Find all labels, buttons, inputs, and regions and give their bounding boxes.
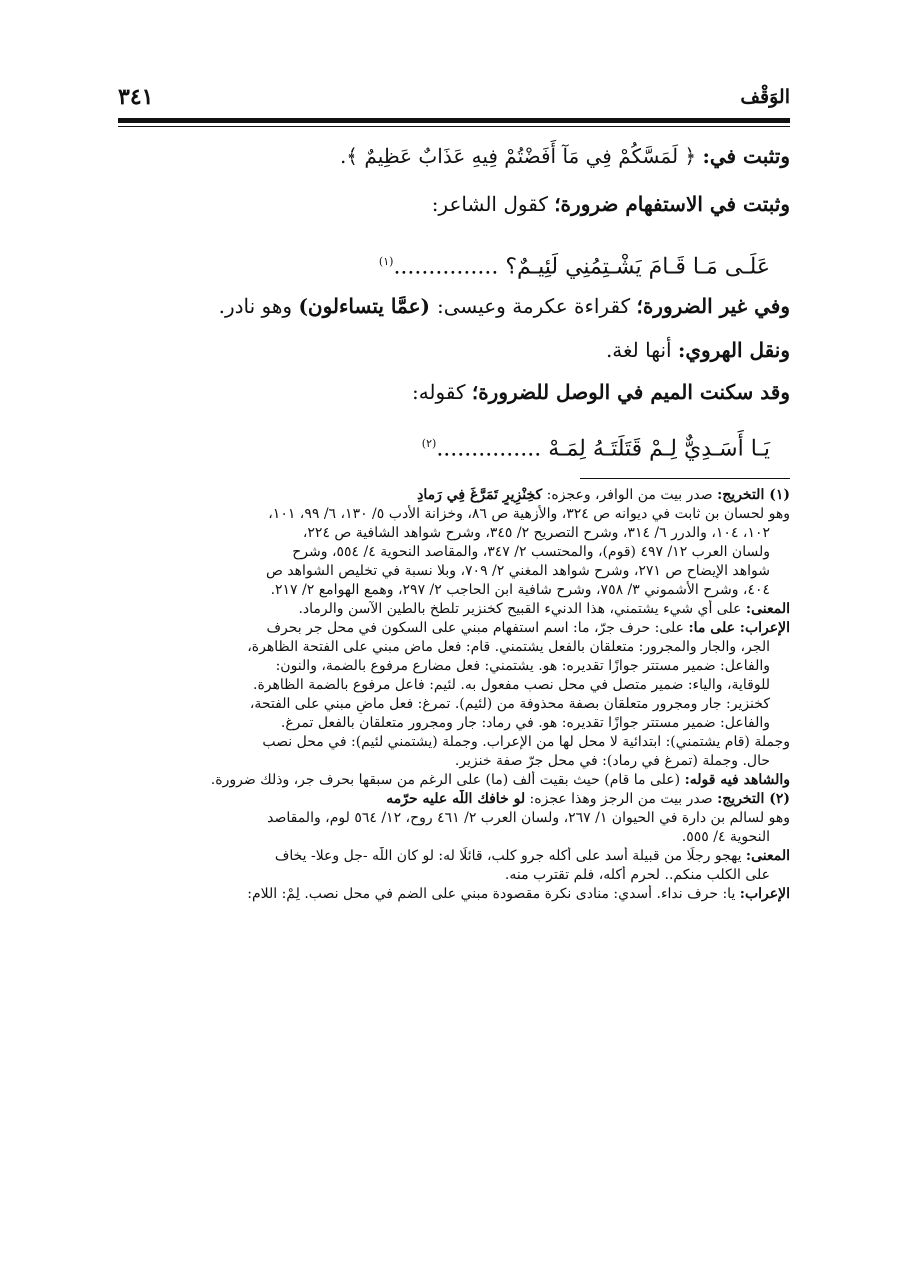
line5-rest: كقوله: (411, 380, 472, 404)
line4-lead: ونقل الهروي: (677, 338, 790, 362)
text-line-1 (340, 144, 790, 168)
footnote-line (118, 809, 790, 828)
verse1-text: عَلَـى مَـا قَـامَ يَشْـتِمُنِي لَئِيـمٌ؟ (505, 254, 770, 280)
footnote-line (118, 866, 790, 885)
footnote-line (118, 600, 790, 619)
line1-lead: وتثبت في: (702, 144, 790, 168)
footnote-mark-1: (١) (378, 255, 394, 268)
footnote-line (118, 562, 790, 581)
footnote-lead: والشاهد فيه قوله: (684, 772, 790, 788)
footnote-text: ١٠٢، ١٠٤، والدرر ٦/ ٣١٤، وشرح التصريح ٢/ ٣٤٥، وشرح شواهد الشافية ص ٢٢٤، (302, 525, 770, 541)
line5-lead: وقد سكنت الميم في الوصل للضرورة؛ (471, 380, 790, 404)
footnote-text: يهجو رجلًا من قبيلة أسد على أكله جرو كلب، قائلًا له: لو كان اللّٰه -جل وعلا- يخاف (274, 848, 746, 864)
footnote-text: حال. وجملة (تمرغ في رماد): في محل جرّ صفة خنزير. (454, 753, 770, 769)
footnote-text: كخنزير: جار ومجرور متعلقان بصفة محذوفة من (لئيم). تمرغ: فعل ماضٍ مبني على الفتحة، (249, 696, 770, 712)
line3-reading: (عمَّا يتساءلون) (298, 294, 437, 318)
text-line-2 (432, 192, 790, 216)
footnote-text: والفاعل: ضمير مستتر جوازًا تقديره: هو. في رماد: جار ومجرور متعلقان بالفعل تمرغ. (280, 715, 770, 731)
footnote-line (118, 771, 790, 790)
footnote-bold: كخِنْزِيرٍ تَمَرَّغَ فِي رَمادِ (417, 487, 543, 503)
footnote-text: شواهد الإيضاح ص ٢٧١، وشرح شواهد المغني ٢/ ٧٠٩، وبلا نسبة في تخليص الشواهد ص (265, 563, 770, 579)
line2-rest: كقول الشاعر: (431, 192, 555, 216)
verse1-dots: ............... (393, 254, 499, 280)
quran-quote: ﴿ لَمَسَّكُمْ فِي مَآ أَفَضْتُمْ فِيهِ عَذَابٌ عَظِيمٌ ﴾. (339, 144, 697, 168)
text-line-4 (606, 338, 790, 362)
poetry-verse-1 (378, 250, 770, 280)
footnote-lead: الإعراب: على ما: (688, 620, 790, 636)
footnote-line (118, 657, 790, 676)
footnote-line (118, 828, 790, 847)
footnote-lead: (١) التخريج: (717, 487, 790, 503)
footnote-text: النحوية ٤/ ٥٥٥. (681, 829, 770, 845)
verse2-text: يَـا أَسَـدِيٌّ لِـمْ قَتَلَتَـهُ لِمَـهْ (548, 436, 770, 462)
footnote-line (118, 524, 790, 543)
footnote-lead: المعنى: (745, 601, 790, 617)
footnote-text: ولسان العرب ١٢/ ٤٩٧ (قوم)، والمحتسب ٢/ ٣٤٧، والمقاصد النحوية ٤/ ٥٥٤، وشرح (292, 544, 770, 560)
footnote-text: ٤٠٤، وشرح الأشموني ٣/ ٧٥٨، وشرح شافية ابن الحاجب ٢/ ٢٩٧، وهمع الهوامع ٢/ ٢١٧. (270, 582, 770, 598)
text-line-3 (219, 294, 790, 318)
footnote-line (118, 733, 790, 752)
line3-tail: وهو نادر. (218, 294, 299, 318)
footnote-text: صدر بيت من الرجز وهذا عجزه: (525, 791, 718, 807)
line4-rest: أنها لغة. (605, 338, 678, 362)
footnote-lead: المعنى: (745, 848, 790, 864)
footnote-line (118, 714, 790, 733)
footnote-line (118, 638, 790, 657)
footnote-mark-2: (٢) (421, 437, 437, 450)
footnote-lead: (٢) التخريج: (717, 791, 790, 807)
footnote-line (118, 619, 790, 638)
footnote-line (118, 847, 790, 866)
footnote-line (118, 543, 790, 562)
footnote-text: يا: حرف نداء. أسدي: منادى نكرة مقصودة مبني على الضم في محل نصب. لِمْ: اللام: (247, 886, 740, 902)
footnote-text: صدر بيت من الوافر، وعجزه: (542, 487, 718, 503)
footnote-line (118, 695, 790, 714)
footnote-separator (580, 478, 790, 479)
footnote-line (118, 581, 790, 600)
footnote-line (118, 486, 790, 505)
verse2-dots: ............... (436, 436, 542, 462)
header-rule-thin (118, 126, 790, 127)
footnote-text: الجر، والجار والمجرور: متعلقان بالفعل يشتمني. قام: فعل ماض مبني على الفتحة الظاهرة، (247, 639, 770, 655)
footnote-line (118, 885, 790, 904)
poetry-verse-2 (421, 432, 770, 462)
footnote-text: وهو لحسان بن ثابت في ديوانه ص ٣٢٤، والأزهية ص ٨٦، وخزانة الأدب ٥/ ١٣٠، ٦/ ٩٩، ١٠١، (268, 506, 790, 522)
footnote-text: والفاعل: ضمير مستتر جوازًا تقديره: هو. يشتمني: فعل مضارع مرفوع بالضمة، والنون: (275, 658, 770, 674)
footnote-line (118, 752, 790, 771)
line3-lead: وفي غير الضرورة؛ (636, 294, 790, 318)
footnote-lead: الإعراب: (739, 886, 790, 902)
text-line-5 (412, 380, 790, 404)
footnote-text: على الكلب منكم.. لحرم أكله، فلم تقترب منه. (504, 867, 770, 883)
chapter-title: الوَقْف (740, 86, 790, 108)
footnote-text: (على ما قام) حيث بقيت ألف (ما) على الرغم من سبقها بحرف جر، وذلك ضرورة. (210, 772, 685, 788)
line3-rest: كقراءة عكرمة وعيسى: (436, 294, 637, 318)
footnote-line (118, 790, 790, 809)
footnote-text: للوقاية، والياء: ضمير متصل في محل نصب مفعول به. لئيم: فاعل مرفوع بالضمة الظاهرة. (253, 677, 770, 693)
footnote-text: على: حرف جرّ، ما: اسم استفهام مبني على السكون في محل جر بحرف (266, 620, 689, 636)
footnote-text: على أي شيء يشتمني، هذا الدنيء القبيح كخنزير تلطخ بالطين الآسن والرماد. (298, 601, 746, 617)
footnote-line (118, 676, 790, 695)
footnote-text: وجملة (قام يشتمني): ابتدائية لا محل لها من الإعراب. وجملة (يشتمني لئيم): في محل نصب (262, 734, 790, 750)
footnote-text: وهو لسالم بن دارة في الحيوان ١/ ٢٦٧، ولسان العرب ٢/ ٤٦١ روح، ١٢/ ٥٦٤ لوم، والمقاصد (267, 810, 790, 826)
line2-lead: وثبتت في الاستفهام ضرورة؛ (554, 192, 790, 216)
running-header (118, 86, 790, 116)
page-number: ٣٤١ (118, 84, 154, 110)
footnotes (118, 486, 790, 904)
footnote-line (118, 505, 790, 524)
footnote-bold: لو خافك اللّٰه عليه حرّمه (386, 791, 526, 807)
header-rule-thick (118, 118, 790, 123)
